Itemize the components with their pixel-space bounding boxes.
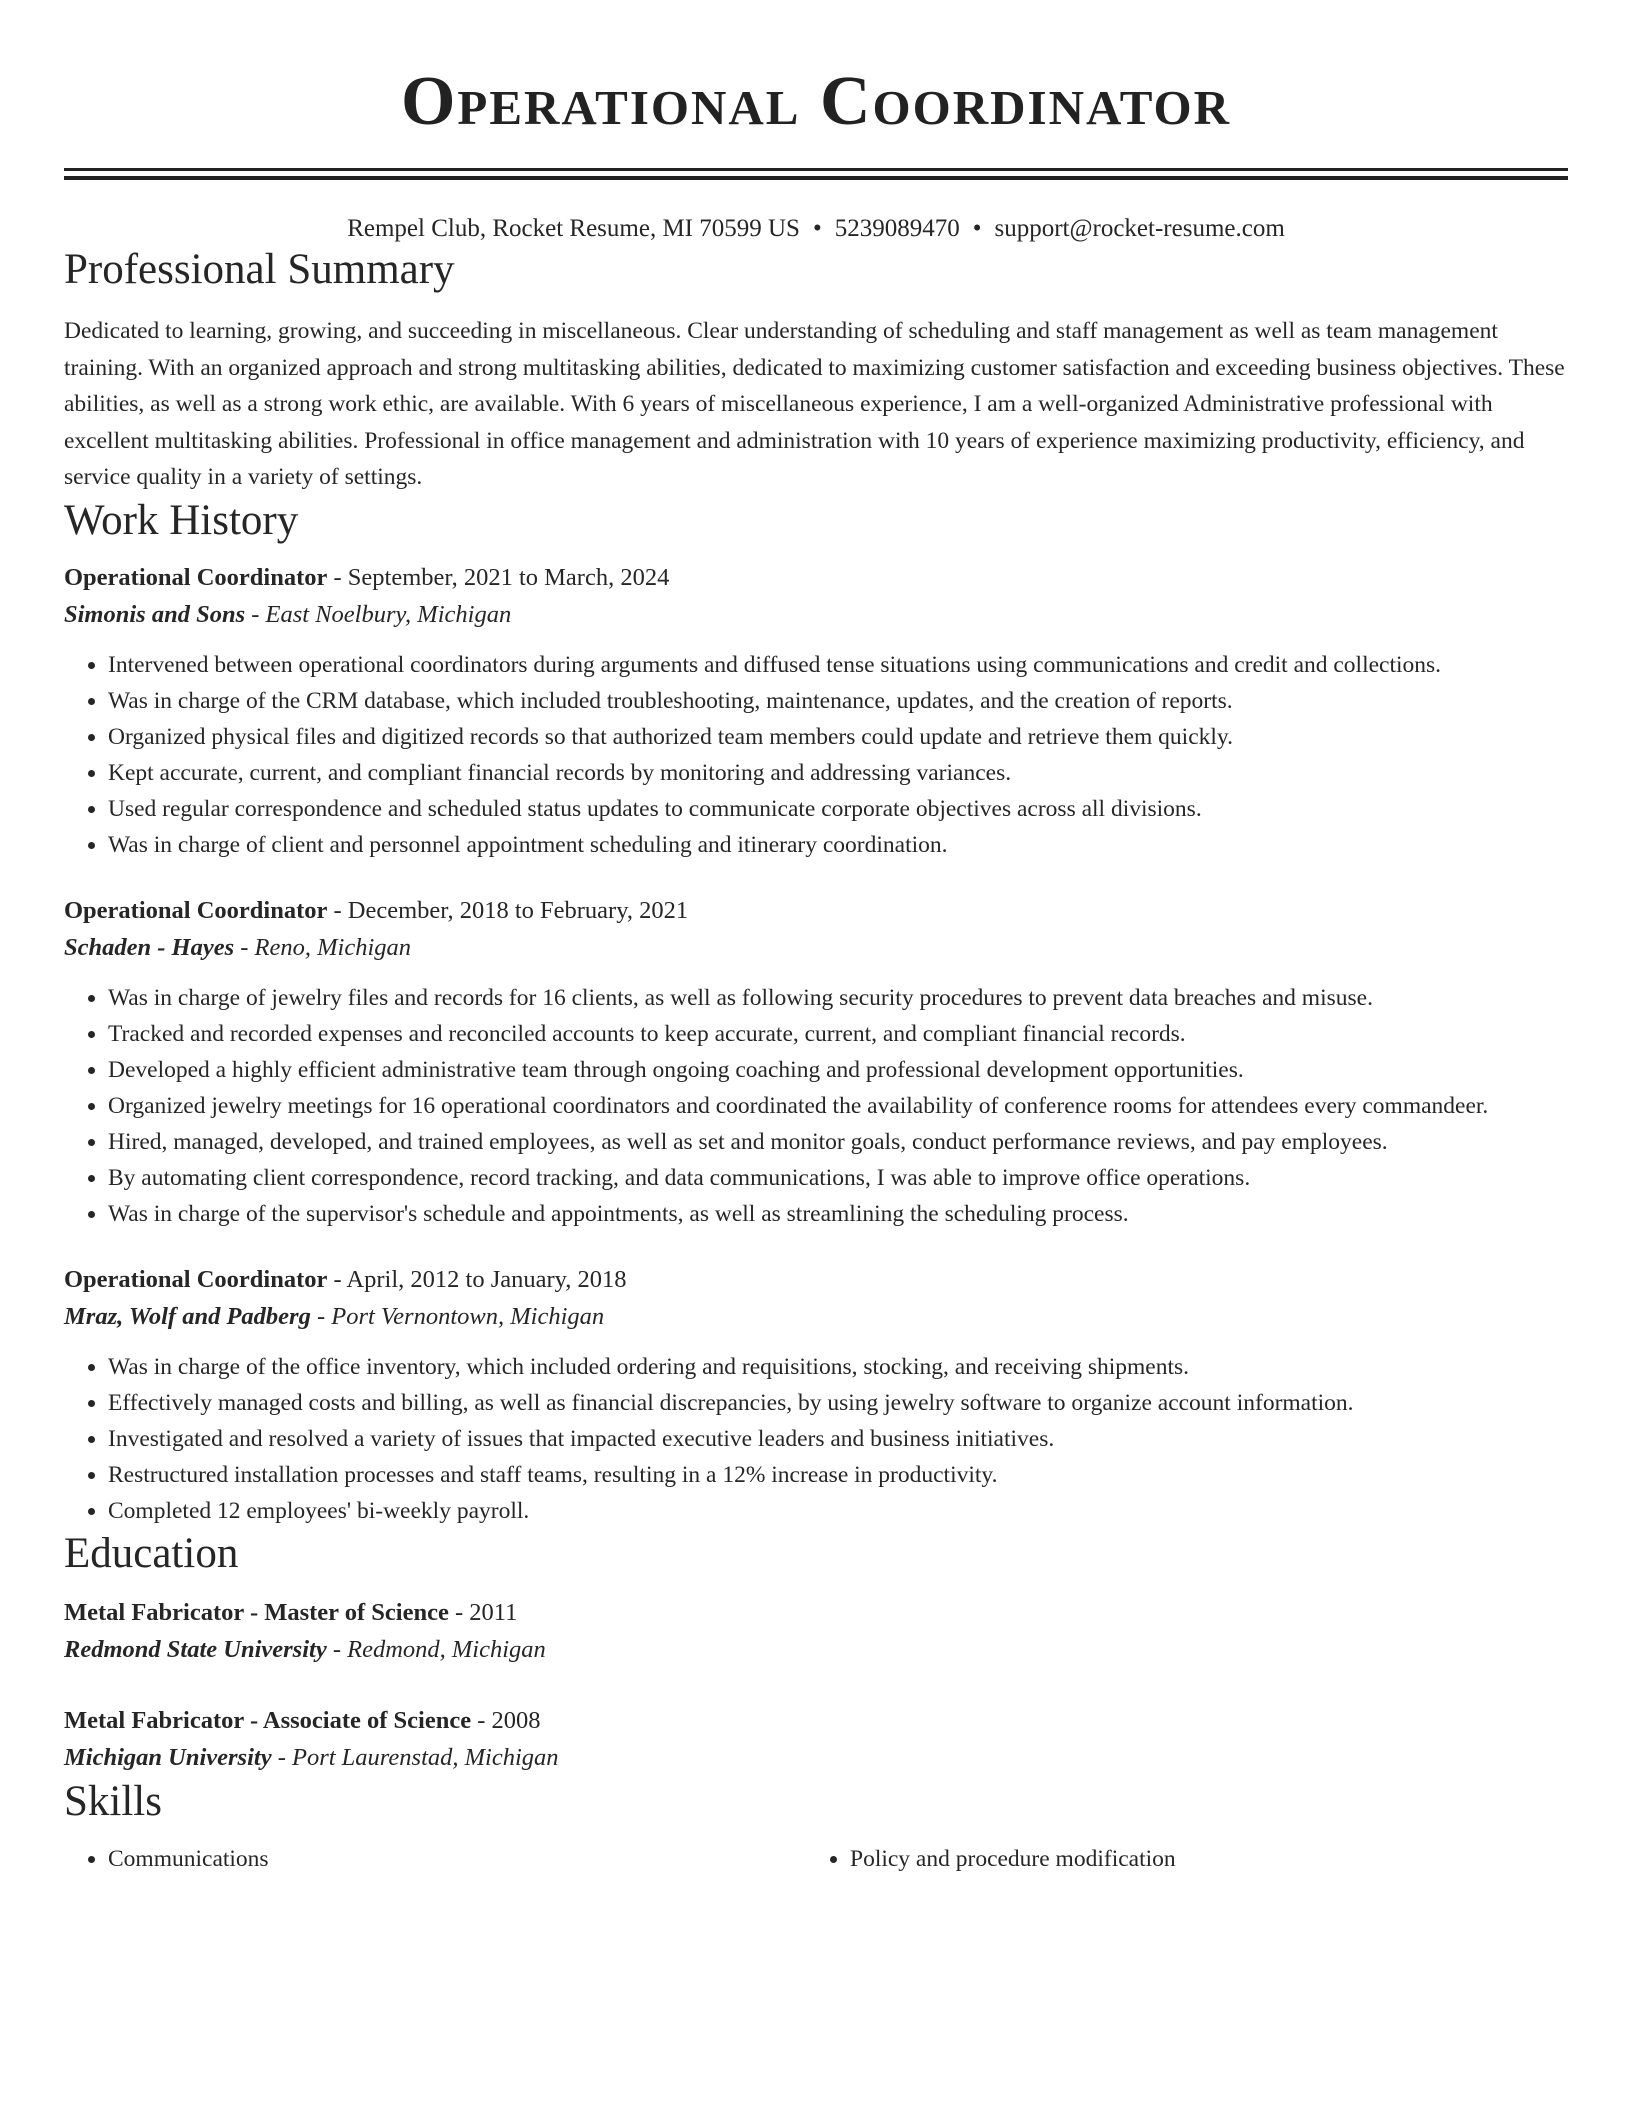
education-entry xyxy=(64,1595,1568,1669)
education-school: Michigan University xyxy=(64,1743,272,1771)
job-bullet: • Kept accurate, current, and compliant financial records by monitoring and addressing variances. xyxy=(108,755,1568,791)
work-history-heading: Work History xyxy=(64,496,299,544)
education-location: - Redmond, Michigan xyxy=(326,1635,546,1663)
job-bullet: • Was in charge of the office inventory, which included ordering and requisitions, stocking, and receiving shipments. xyxy=(108,1349,1568,1385)
resume-name: Operational Coordinator xyxy=(400,63,1232,140)
contact-email: support@rocket-resume.com xyxy=(994,215,1285,242)
job-role: Operational Coordinator xyxy=(64,896,328,924)
job-bullet: • Restructured installation processes and staff teams, resulting in a 12% increase in productivity. xyxy=(108,1457,1568,1493)
job-title-line xyxy=(64,560,1568,596)
contact-separator: • xyxy=(972,215,982,242)
education-year: - 2008 xyxy=(471,1706,541,1734)
job-location: - Port Vernontown, Michigan xyxy=(310,1302,605,1330)
job-bullet: • Hired, managed, developed, and trained employees, as well as set and monitor goals, conduct performance reviews, and pay employees. xyxy=(108,1124,1568,1160)
header-divider xyxy=(64,168,1568,180)
job-bullet: • Was in charge of jewelry files and records for 16 clients, as well as following security procedures to prevent data breaches and misuse. xyxy=(108,980,1568,1016)
contact-phone: 5239089470 xyxy=(834,215,960,242)
job-role: Operational Coordinator xyxy=(64,563,328,591)
skills-column-left xyxy=(64,1841,806,1877)
job-company: Mraz, Wolf and Padberg xyxy=(64,1302,311,1330)
job-bullet: • Was in charge of the supervisor's schedule and appointments, as well as streamlining the scheduling process. xyxy=(108,1196,1568,1232)
education-degree-line xyxy=(64,1595,1568,1631)
skills-heading: Skills xyxy=(64,1777,162,1825)
divider-line-top xyxy=(64,168,1568,171)
job-bullet: • Used regular correspondence and scheduled status updates to communicate corporate objectives across all divisions. xyxy=(108,791,1568,827)
divider-line-bottom xyxy=(64,176,1568,180)
education-degree-line xyxy=(64,1703,1568,1739)
contact-address: Rempel Club, Rocket Resume, MI 70599 US xyxy=(347,215,800,242)
job-company: Schaden - Hayes xyxy=(64,933,235,961)
skill-item: • Policy and procedure modification xyxy=(850,1841,1548,1877)
job-bullet: • Investigated and resolved a variety of issues that impacted executive leaders and business initiatives. xyxy=(108,1421,1568,1457)
education-degree: Metal Fabricator - Associate of Science xyxy=(64,1706,472,1734)
job-title-line xyxy=(64,893,1568,929)
education-year: - 2011 xyxy=(448,1598,518,1626)
job-bullet: • Developed a highly efficient administrative team through ongoing coaching and professional development opportunities. xyxy=(108,1052,1568,1088)
job-bullet: • By automating client correspondence, record tracking, and data communications, I was able to improve office operations. xyxy=(108,1160,1568,1196)
job-bullet: • Intervened between operational coordinators during arguments and diffused tense situations using communications and credit and collections. xyxy=(108,647,1568,683)
job-entry xyxy=(64,560,1568,863)
job-role: Operational Coordinator xyxy=(64,1265,328,1293)
job-bullet: • Organized jewelry meetings for 16 operational coordinators and coordinated the availability of conference rooms for attendees every commandeer. xyxy=(108,1088,1568,1124)
summary-heading: Professional Summary xyxy=(64,246,455,293)
job-bullet: • Effectively managed costs and billing, as well as financial discrepancies, by using jewelry software to organize account information. xyxy=(108,1385,1568,1421)
job-dates: - September, 2021 to March, 2024 xyxy=(327,563,670,591)
job-dates: - December, 2018 to February, 2021 xyxy=(327,896,689,924)
job-bullet: • Tracked and recorded expenses and reconciled accounts to keep accurate, current, and compliant financial records. xyxy=(108,1016,1568,1052)
job-title-line xyxy=(64,1262,1568,1298)
job-company-line xyxy=(64,929,1568,967)
contact-separator: • xyxy=(812,215,822,242)
education-entry xyxy=(64,1703,1568,1777)
job-company-line xyxy=(64,596,1568,634)
summary-text: Dedicated to learning, growing, and succeeding in miscellaneous. Clear understanding of scheduling and staff management as well as team management training. With an organized approach and strong multitasking abilities, dedicated to maximizing customer satisfaction and exceeding business objectives. These abilities, as well as a strong work ethic, are available. With 6 years of miscellaneous experience, I am a well-organized Administrative professional with excellent multitasking abilities. Professional in office management and administration with 10 years of experience maximizing productivity, efficiency, and service quality in a variety of settings. xyxy=(64,318,1565,490)
job-bullet: • Was in charge of the CRM database, which included troubleshooting, maintenance, updates, and the creation of reports. xyxy=(108,683,1568,719)
education-school: Redmond State University xyxy=(64,1635,327,1663)
education-school-line xyxy=(64,1739,1568,1777)
skills-column-right xyxy=(806,1841,1548,1877)
job-bullet: • Was in charge of client and personnel appointment scheduling and itinerary coordination. xyxy=(108,827,1568,863)
job-bullet: • Organized physical files and digitized records so that authorized team members could update and retrieve them quickly. xyxy=(108,719,1568,755)
job-location: - Reno, Michigan xyxy=(234,933,412,961)
education-location: - Port Laurenstad, Michigan xyxy=(271,1743,559,1771)
job-bullets xyxy=(64,647,1568,863)
contact-line xyxy=(64,213,1568,245)
job-location: - East Noelbury, Michigan xyxy=(245,600,512,628)
education-heading: Education xyxy=(64,1529,239,1577)
job-entry xyxy=(64,1262,1568,1529)
job-company-line xyxy=(64,1298,1568,1336)
education-school-line xyxy=(64,1631,1568,1669)
skill-item: • Communications xyxy=(108,1841,806,1877)
job-bullet: • Completed 12 employees' bi-weekly payroll. xyxy=(108,1493,1568,1529)
job-bullets xyxy=(64,1349,1568,1529)
skills-list xyxy=(64,1841,1568,1877)
job-bullets xyxy=(64,980,1568,1232)
education-degree: Metal Fabricator - Master of Science xyxy=(64,1598,449,1626)
job-company: Simonis and Sons xyxy=(64,600,246,628)
job-dates: - April, 2012 to January, 2018 xyxy=(327,1265,627,1293)
job-entry xyxy=(64,893,1568,1232)
